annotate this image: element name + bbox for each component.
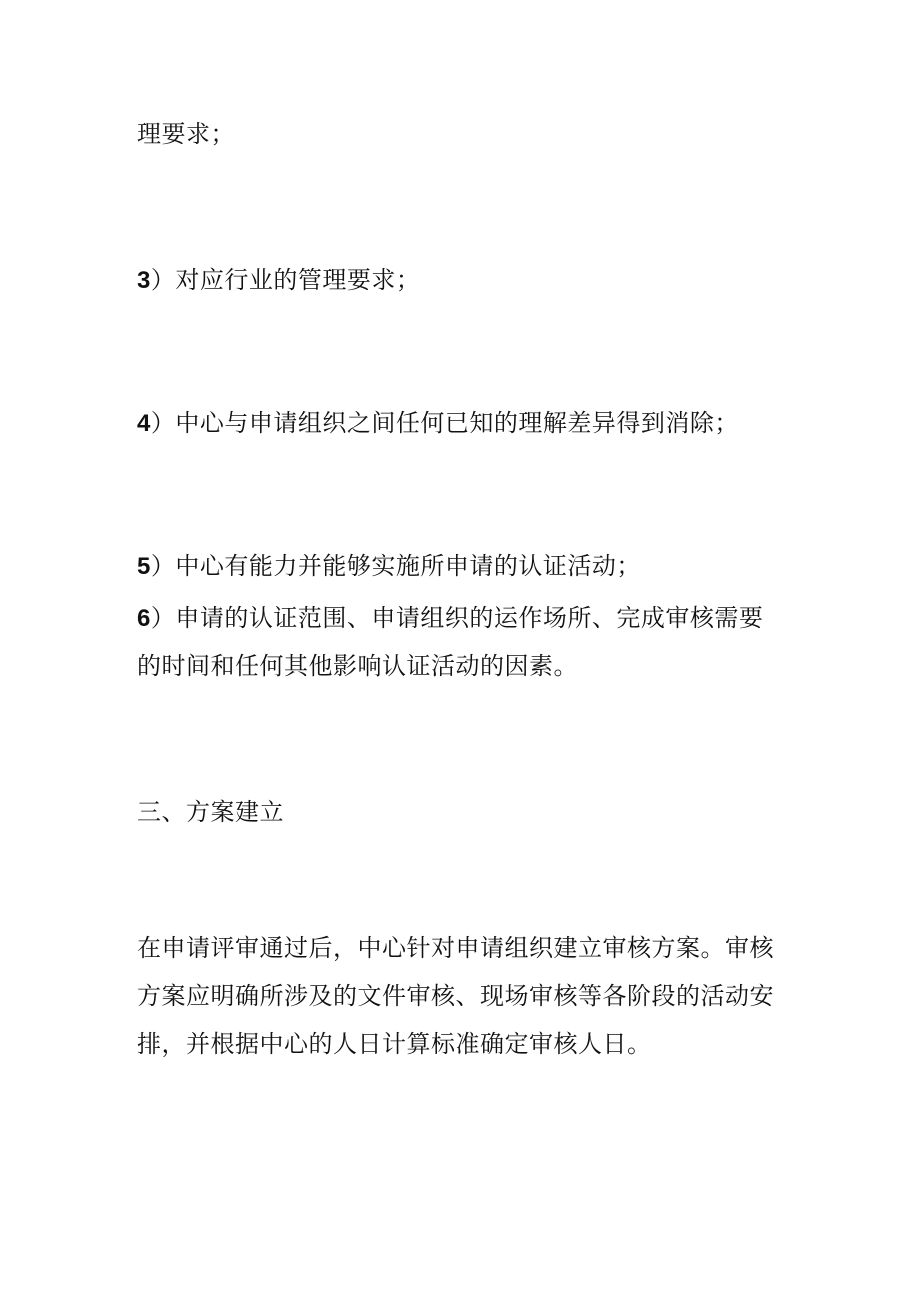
list-item-3 [137,262,797,299]
paragraph-line-3 [137,1026,652,1062]
list-item-6-continued [137,648,797,684]
item-number: 6 [137,605,151,632]
item-number: 5 [137,553,151,580]
paragraph-text: 排，并根据中心的人日计算标准确定审核人日。 [137,1030,652,1058]
list-item-6 [137,600,797,637]
item-text: ）中心有能力并能够实施所申请的认证活动； [150,552,641,580]
item-text: ）申请的认证范围、申请组织的运作场所、完成审核需要 [150,604,764,632]
item-text: 的时间和任何其他影响认证活动的因素。 [137,652,578,680]
continued-text: 理要求； [137,120,235,148]
continued-line [137,116,797,152]
item-number: 4 [137,410,151,437]
section-heading-text: 三、方案建立 [137,798,284,826]
section-heading [137,794,797,830]
list-item-4 [137,405,797,442]
item-text: ）对应行业的管理要求； [150,266,421,294]
paragraph-line-1 [137,930,774,966]
paragraph-text: 方案应明确所涉及的文件审核、现场审核等各阶段的活动安 [137,982,774,1010]
list-item-5 [137,548,797,585]
paragraph-text: 在申请评审通过后，中心针对申请组织建立审核方案。审核 [137,934,774,962]
item-number: 3 [137,267,151,294]
paragraph-line-2 [137,978,774,1014]
item-text: ）中心与申请组织之间任何已知的理解差异得到消除； [150,409,739,437]
